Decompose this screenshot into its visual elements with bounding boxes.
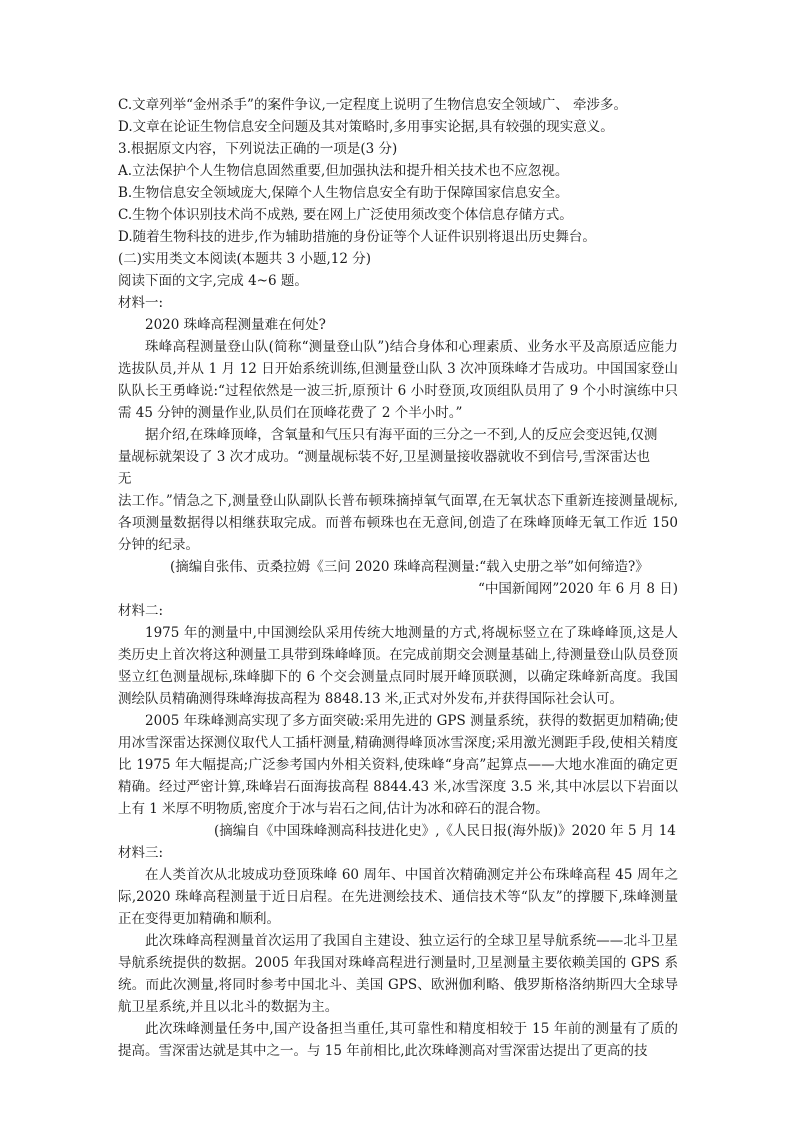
material-2-label: 材料二:	[118, 603, 164, 619]
material-1-paragraph-2-line-2: 量觇标就架设了 3 次才成功。“测量觇标装不好,卫星测量接收器就收不到信号,雪深雷达也	[118, 449, 651, 465]
material-1-paragraph-2-line-1: 据介绍,在珠峰顶峰，含氧量和气压只有海平面的三分之一不到,人的反应会变迟钝,仅测	[145, 427, 658, 443]
material-2-paragraph-2: 2005 年珠峰测高实现了多方面突破:采用先进的 GPS 测量系统，获得的数据更加精确;使用冰雪深雷达探测仪取代人工插杆测量,精确测得峰顶冰雪深度;采用激光测距手段,使相关精度比 1975 年大幅提高;广泛参考国内外相关资料,使珠峰“身高”起算点——大地水准面的确定更精确。经过严密计算,珠峰岩石面海拔高程 8844.43 米,冰雪深度 3.5 米,其中冰层以下岩面以上有 1 米厚不明物质,密度介于冰与岩石之间,估计为冰和碎石的混合物。	[118, 713, 678, 817]
section-2-heading: (二)实用类文本阅读(本题共 3 小题,12 分)	[118, 251, 371, 267]
question-3-option-c: C.生物个体识别技术尚不成熟, 要在网上广泛使用须改变个体信息存储方式。	[118, 207, 573, 223]
material-1-source-line-1: (摘编自张伟、贡桑拉姆《三问 2020 珠峰高程测量:“载入史册之举”如何缔造?》	[170, 559, 649, 575]
question-3-option-b: B.生物信息安全领域庞大,保障个人生物信息安全有助于保障国家信息安全。	[118, 185, 569, 201]
material-3-paragraph-3: 此次珠峰测量任务中,国产设备担当重任,其可靠性和精度相较于 15 年前的测量有了质的提高。雪深雷达就是其中之一。与 15 年前相比,此次珠峰测高对雪深雷达提出了更高的技	[118, 1021, 678, 1059]
question-3-stem: 3.根据原文内容，下列说法正确的一项是(3 分)	[118, 141, 398, 157]
material-3-paragraph-1: 在人类首次从北坡成功登顶珠峰 60 周年、中国首次精确测定并公布珠峰高程 45 周年之际,2020 珠峰高程测量于近日启程。在先进测绘技术、通信技术等“队友”的撑腰下,珠峰测量正在变得更加精确和顺利。	[118, 867, 678, 927]
option-d-text: D.文章在论证生物信息安全问题及其对策略时,多用事实论据,具有较强的现实意义。	[118, 119, 614, 135]
material-2-paragraph-1: 1975 年的测量中,中国测绘队采用传统大地测量的方式,将觇标竖立在了珠峰峰顶,这是人类历史上首次将这种测量工具带到珠峰峰顶。在完成前期交会测量基础上,待测量登山队员登顶竖立红色测量觇标,珠峰脚下的 6 个交会测量点同时展开峰顶联测，以确定珠峰新高度。我国测绘队员精确测得珠峰海拔高程为 8848.13 米,正式对外发布,并获得国际社会认可。	[118, 625, 678, 707]
exam-page	[118, 94, 678, 1062]
material-3-paragraph-2: 此次珠峰高程测量首次运用了我国自主建设、独立运行的全球卫星导航系统——北斗卫星导航系统提供的数据。2005 年我国对珠峰高程进行测量时,卫星测量主要依赖美国的 GPS 系统。而此次测量,将同时参考中国北斗、美国 GPS、欧洲伽利略、俄罗斯格洛纳斯四大全球导航卫星系统,并且以北斗的数据为主。	[118, 933, 678, 1015]
material-1-title: 2020 珠峰高程测量难在何处?	[145, 317, 326, 333]
section-2-instruction: 阅读下面的文字,完成 4~6 题。	[118, 273, 308, 289]
question-3-option-d: D.随着生物科技的进步,作为辅助措施的身份证等个人证件识别将退出历史舞台。	[118, 229, 596, 245]
material-3-label: 材料三:	[118, 845, 164, 861]
material-1-paragraph-2-line-3: 无	[118, 471, 132, 487]
material-1-label: 材料一:	[118, 295, 164, 311]
question-3-option-a: A.立法保护个人生物信息固然重要,但加强执法和提升相关技术也不应忽视。	[118, 163, 569, 179]
material-2-source: (摘编自《中国珠峰测高科技进化史》,《人民日报(海外版)》2020 年 5 月 14	[214, 823, 676, 839]
option-c-text: C.文章列举“金州杀手”的案件争议,一定程度上说明了生物信息安全领域广、 牵涉多。	[118, 97, 628, 113]
material-1-source-line-2: “中国新闻网”2020 年 6 月 8 日)	[477, 581, 678, 597]
material-1-paragraph-3: 法工作。”情急之下,测量登山队副队长普布顿珠摘掉氧气面罩,在无氧状态下重新连接测量觇标,各项测量数据得以相继获取完成。而普布顿珠也在无意间,创造了在珠峰顶峰无氧工作近 150 分钟的纪录。	[118, 493, 678, 553]
material-1-paragraph-1: 珠峰高程测量登山队(简称“测量登山队”)结合身体和心理素质、业务水平及高原适应能力选拔队员,并从 1 月 12 日开始系统训练,但测量登山队 3 次冲顶珠峰才告成功。中国国家登山队队长王勇峰说:“过程依然是一波三折,原预计 6 小时登顶,攻顶组队员用了 9 个小时演练中只需 45 分钟的测量作业,队员们在顶峰花费了 2 个半小时。”	[118, 339, 678, 421]
